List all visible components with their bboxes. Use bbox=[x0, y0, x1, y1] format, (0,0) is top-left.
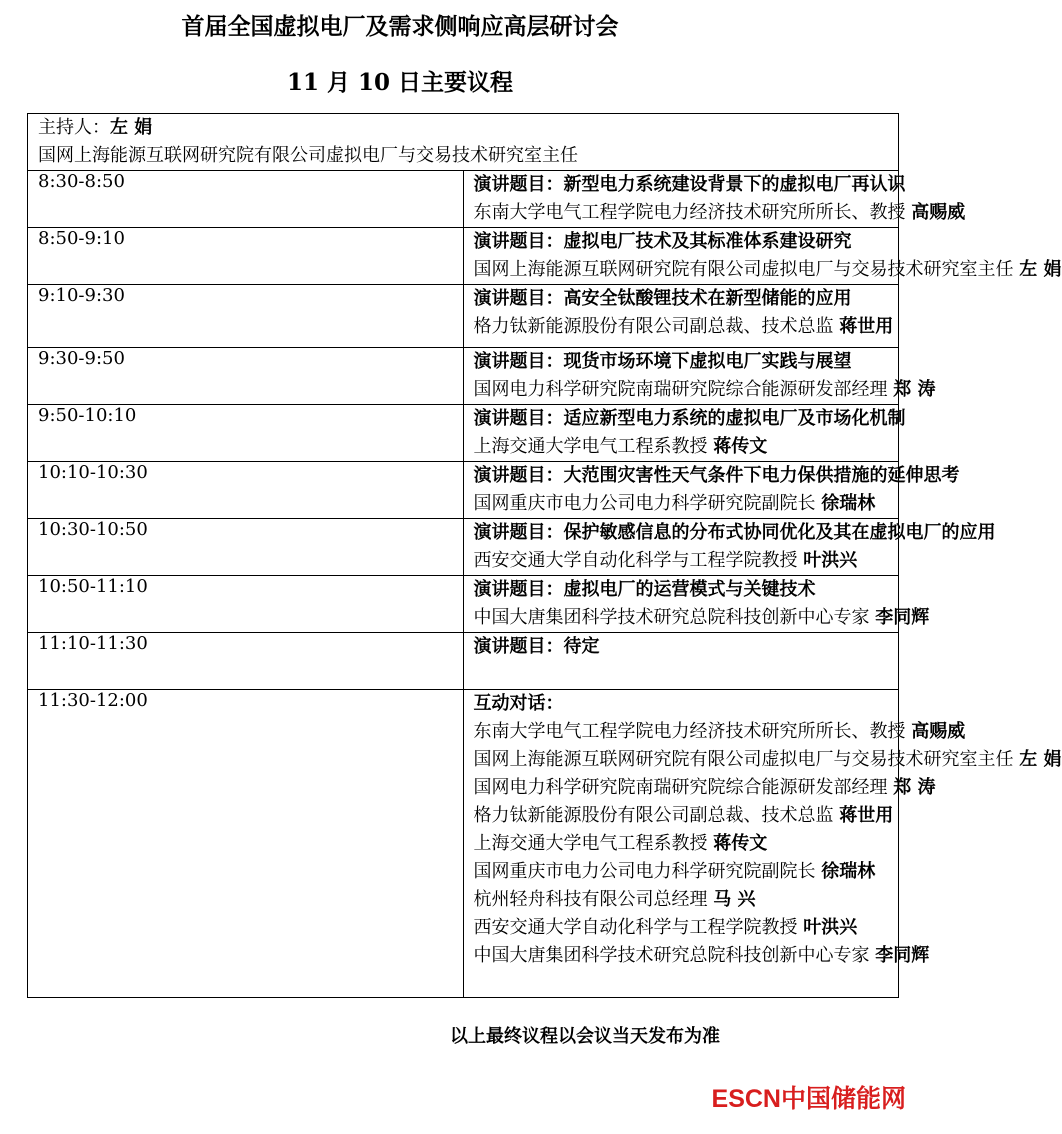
session-speaker: 叶洪兴 bbox=[803, 550, 858, 571]
footer-note: 以上最终议程以会议当天发布为准 bbox=[450, 1026, 720, 1047]
session-topic: 演讲题目：虚拟电厂技术及其标准体系建设研究 bbox=[473, 231, 852, 252]
session-row bbox=[28, 405, 899, 462]
session-row bbox=[28, 462, 899, 519]
panelist-name: 叶洪兴 bbox=[803, 917, 858, 938]
panelist bbox=[473, 718, 966, 746]
session-detail bbox=[463, 348, 936, 405]
session-org: 中国大唐集团科学技术研究总院科技创新中心专家 bbox=[473, 607, 870, 628]
session-org: 国网重庆市电力公司电力科学研究院副院长 bbox=[473, 493, 816, 514]
panelist-name: 蒋传文 bbox=[713, 833, 768, 854]
session-topic: 演讲题目：待定 bbox=[473, 636, 600, 657]
panelist-name: 李同辉 bbox=[875, 945, 930, 966]
session-row bbox=[28, 348, 899, 405]
host-cell bbox=[28, 114, 899, 171]
session-topic: 演讲题目：大范围灾害性天气条件下电力保供措施的延伸思考 bbox=[473, 465, 960, 486]
session-detail bbox=[463, 576, 930, 633]
session-time: 9:30-9:50 bbox=[28, 348, 464, 405]
session-detail bbox=[463, 462, 960, 519]
session-time: 11:10-11:30 bbox=[28, 633, 464, 690]
session-topic: 演讲题目：虚拟电厂的运营模式与关键技术 bbox=[473, 579, 816, 600]
page-subtitle: 11 月 10 日主要议程 bbox=[286, 69, 514, 96]
host-row bbox=[28, 114, 899, 171]
panelist-org: 国网上海能源互联网研究院有限公司虚拟电厂与交易技术研究室主任 bbox=[473, 749, 1014, 770]
session-row bbox=[28, 285, 899, 348]
host-org: 国网上海能源互联网研究院有限公司虚拟电厂与交易技术研究室主任 bbox=[38, 145, 578, 166]
panelist-name: 郑 涛 bbox=[893, 777, 936, 798]
session-org: 上海交通大学电气工程系教授 bbox=[473, 436, 708, 457]
panelist-org: 西安交通大学自动化科学与工程学院教授 bbox=[473, 917, 798, 938]
panelist-org: 国网重庆市电力公司电力科学研究院副院长 bbox=[473, 861, 816, 882]
session-detail bbox=[463, 228, 1062, 285]
session-topic: 演讲题目：高安全钛酸锂技术在新型储能的应用 bbox=[473, 288, 852, 309]
session-topic: 演讲题目：适应新型电力系统的虚拟电厂及市场化机制 bbox=[473, 408, 906, 429]
panelist bbox=[473, 942, 930, 970]
session-topic: 演讲题目：现货市场环境下虚拟电厂实践与展望 bbox=[473, 351, 852, 372]
panelist-org: 中国大唐集团科学技术研究总院科技创新中心专家 bbox=[473, 945, 870, 966]
host-name: 左 娟 bbox=[110, 117, 153, 138]
session-row bbox=[28, 228, 899, 285]
panelist bbox=[474, 830, 899, 858]
session-org: 西安交通大学自动化科学与工程学院教授 bbox=[473, 550, 798, 571]
panelist-name: 左 娟 bbox=[1019, 749, 1062, 770]
page-title: 首届全国虚拟电厂及需求侧响应高层研讨会 bbox=[181, 13, 619, 40]
panelist bbox=[474, 858, 899, 886]
session-speaker: 高赐威 bbox=[911, 202, 966, 223]
host-label: 主持人： bbox=[38, 117, 110, 138]
session-time: 8:50-9:10 bbox=[28, 228, 464, 285]
panelist bbox=[474, 802, 899, 830]
session-org: 东南大学电气工程学院电力经济技术研究所所长、教授 bbox=[473, 202, 906, 223]
session-speaker: 蒋传文 bbox=[713, 436, 768, 457]
session-row bbox=[28, 576, 899, 633]
session-speaker: 郑 涛 bbox=[893, 379, 936, 400]
panelist-org: 国网电力科学研究院南瑞研究院综合能源研发部经理 bbox=[473, 777, 888, 798]
session-row bbox=[28, 633, 899, 690]
panelist bbox=[474, 914, 899, 942]
panelist-org: 东南大学电气工程学院电力经济技术研究所所长、教授 bbox=[473, 721, 906, 742]
session-topic: 演讲题目：新型电力系统建设背景下的虚拟电厂再认识 bbox=[473, 174, 906, 195]
interaction-detail bbox=[463, 690, 1062, 998]
session-time: 9:10-9:30 bbox=[28, 285, 464, 348]
session-speaker: 蒋世用 bbox=[839, 316, 894, 337]
session-org: 格力钛新能源股份有限公司副总裁、技术总监 bbox=[473, 316, 834, 337]
session-detail bbox=[463, 171, 966, 228]
session-topic: 演讲题目：保护敏感信息的分布式协同优化及其在虚拟电厂的应用 bbox=[473, 522, 996, 543]
session-time: 10:50-11:10 bbox=[28, 576, 464, 633]
panelist-org: 格力钛新能源股份有限公司副总裁、技术总监 bbox=[473, 805, 834, 826]
session-time: 10:10-10:30 bbox=[28, 462, 464, 519]
panelist-name: 马 兴 bbox=[713, 889, 756, 910]
panelist bbox=[473, 746, 1062, 774]
panelist-name: 蒋世用 bbox=[839, 805, 894, 826]
session-detail bbox=[463, 519, 996, 576]
panelist-org: 杭州轻舟科技有限公司总经理 bbox=[473, 889, 708, 910]
session-time: 9:50-10:10 bbox=[28, 405, 464, 462]
interaction-label: 互动对话： bbox=[473, 693, 564, 714]
session-org: 国网上海能源互联网研究院有限公司虚拟电厂与交易技术研究室主任 bbox=[473, 259, 1014, 280]
panelist-org: 上海交通大学电气工程系教授 bbox=[473, 833, 708, 854]
panelist bbox=[473, 774, 936, 802]
session-org: 国网电力科学研究院南瑞研究院综合能源研发部经理 bbox=[473, 379, 888, 400]
session-row bbox=[28, 519, 899, 576]
interaction-time: 11:30-12:00 bbox=[28, 690, 464, 998]
interaction-row bbox=[28, 690, 899, 998]
session-detail bbox=[463, 405, 906, 462]
session-detail bbox=[463, 285, 899, 348]
session-speaker: 左 娟 bbox=[1019, 259, 1062, 280]
session-row bbox=[28, 171, 899, 228]
panelist-name: 徐瑞林 bbox=[821, 861, 876, 882]
session-detail bbox=[463, 633, 899, 690]
session-time: 10:30-10:50 bbox=[28, 519, 464, 576]
session-time: 8:30-8:50 bbox=[28, 171, 464, 228]
panelist bbox=[474, 886, 899, 914]
agenda-table bbox=[27, 113, 1062, 998]
session-speaker: 李同辉 bbox=[875, 607, 930, 628]
session-speaker: 徐瑞林 bbox=[821, 493, 876, 514]
escn-logo: ESCN中国储能网 bbox=[711, 1085, 906, 1113]
panelist-name: 高赐威 bbox=[911, 721, 966, 742]
